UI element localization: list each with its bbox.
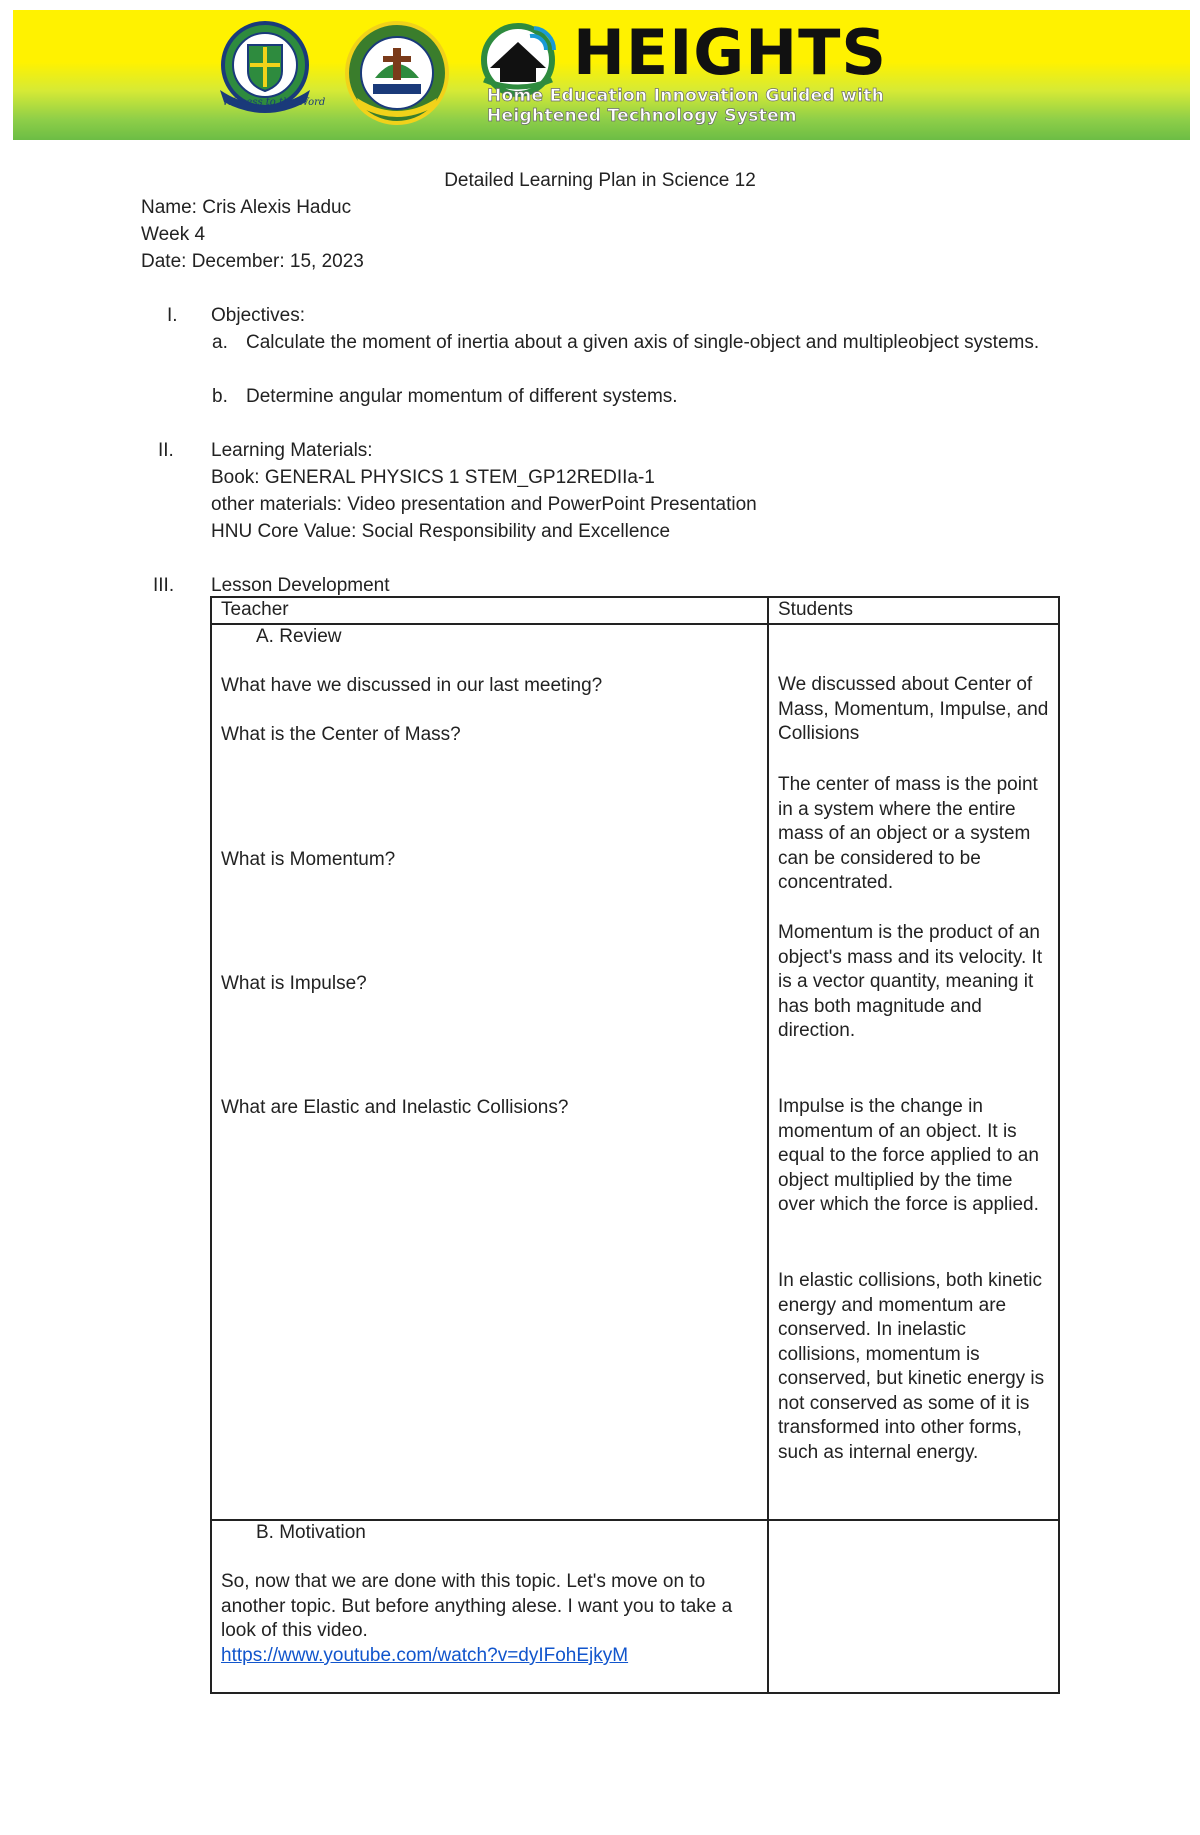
section-numeral-3: III.: [153, 575, 175, 596]
table-border-right: [1058, 596, 1060, 1693]
motivation-text: So, now that we are done with this topic. Let's move on to another topic. But before anything alese. I want you to take a look of this video.: [221, 1571, 733, 1641]
lesson-table: [210, 596, 1060, 1693]
week-label: Week 4: [141, 224, 206, 245]
table-row-divider: [210, 1519, 1060, 1521]
review-question-momentum: What is Momentum?: [221, 849, 396, 870]
column-header-students: Students: [778, 599, 853, 620]
education-department-logo: [335, 18, 460, 128]
review-label: A. Review: [256, 626, 342, 647]
materials-heading: Learning Materials:: [211, 440, 373, 461]
motivation-video-link[interactable]: https://www.youtube.com/watch?v=dyIFohEjkyM: [221, 1645, 629, 1666]
review-answer-momentum: Momentum is the product of an object's mass and its velocity. It is a vector quantity, meaning it has both magnitude and direction.: [778, 922, 1043, 1041]
materials-book: Book: GENERAL PHYSICS 1 STEM_GP12REDIIa-1: [211, 467, 655, 488]
objective-marker-a: a.: [212, 332, 228, 353]
column-header-teacher: Teacher: [221, 599, 289, 620]
review-question-last-meeting: What have we discussed in our last meeting?: [221, 675, 603, 696]
date-label: Date: December: 15, 2023: [141, 251, 364, 272]
review-answer-collisions: In elastic collisions, both kinetic energy and momentum are conserved. In inelastic collisions, momentum is conserved, but kinetic energy is not conserved as some of it is transformed into other forms, such as internal energy.: [778, 1270, 1045, 1463]
brand-subtitle-line2: Heightened Technology System: [487, 106, 797, 126]
section-numeral-2: II.: [158, 440, 174, 461]
table-column-divider: [767, 596, 769, 1693]
table-border-bottom: [210, 1692, 1060, 1694]
table-header-divider: [210, 623, 1060, 625]
review-answer-last-meeting: We discussed about Center of Mass, Momentum, Impulse, and Collisions: [778, 674, 1049, 744]
brand-subtitle: [487, 86, 884, 126]
review-answer-impulse: Impulse is the change in momentum of an object. It is equal to the force applied to an object multiplied by the time over which the force is applied.: [778, 1096, 1039, 1215]
brand-title: HEIGHTS: [573, 16, 888, 89]
review-question-center-of-mass: What is the Center of Mass?: [221, 724, 461, 745]
lesson-development-heading: Lesson Development: [211, 575, 390, 596]
review-question-collisions: What are Elastic and Inelastic Collisions?: [221, 1097, 569, 1118]
materials-other: other materials: Video presentation and PowerPoint Presentation: [211, 494, 757, 515]
section-numeral-1: I.: [167, 305, 178, 326]
table-border-left: [210, 596, 212, 1693]
motivation-label: B. Motivation: [256, 1522, 366, 1543]
objectives-heading: Objectives:: [211, 305, 305, 326]
logo-motto: Witness to the Word: [222, 97, 326, 108]
objective-item-b: Determine angular momentum of different systems.: [246, 386, 678, 407]
brand-subtitle-line1: Home Education Innovation Guided with: [487, 86, 885, 106]
materials-core-value: HNU Core Value: Social Responsibility and Excellence: [211, 521, 671, 542]
student-name: Name: Cris Alexis Haduc: [141, 197, 352, 218]
objective-marker-b: b.: [212, 386, 228, 407]
document-title: Detailed Learning Plan in Science 12: [444, 170, 756, 191]
objective-item-a: Calculate the moment of inertia about a given axis of single-object and multipleobject systems.: [246, 332, 1040, 353]
table-border-top: [210, 596, 1060, 598]
review-question-impulse: What is Impulse?: [221, 973, 367, 994]
review-answer-center-of-mass: The center of mass is the point in a system where the entire mass of an object or a system can be considered to be concentrated.: [778, 774, 1038, 893]
